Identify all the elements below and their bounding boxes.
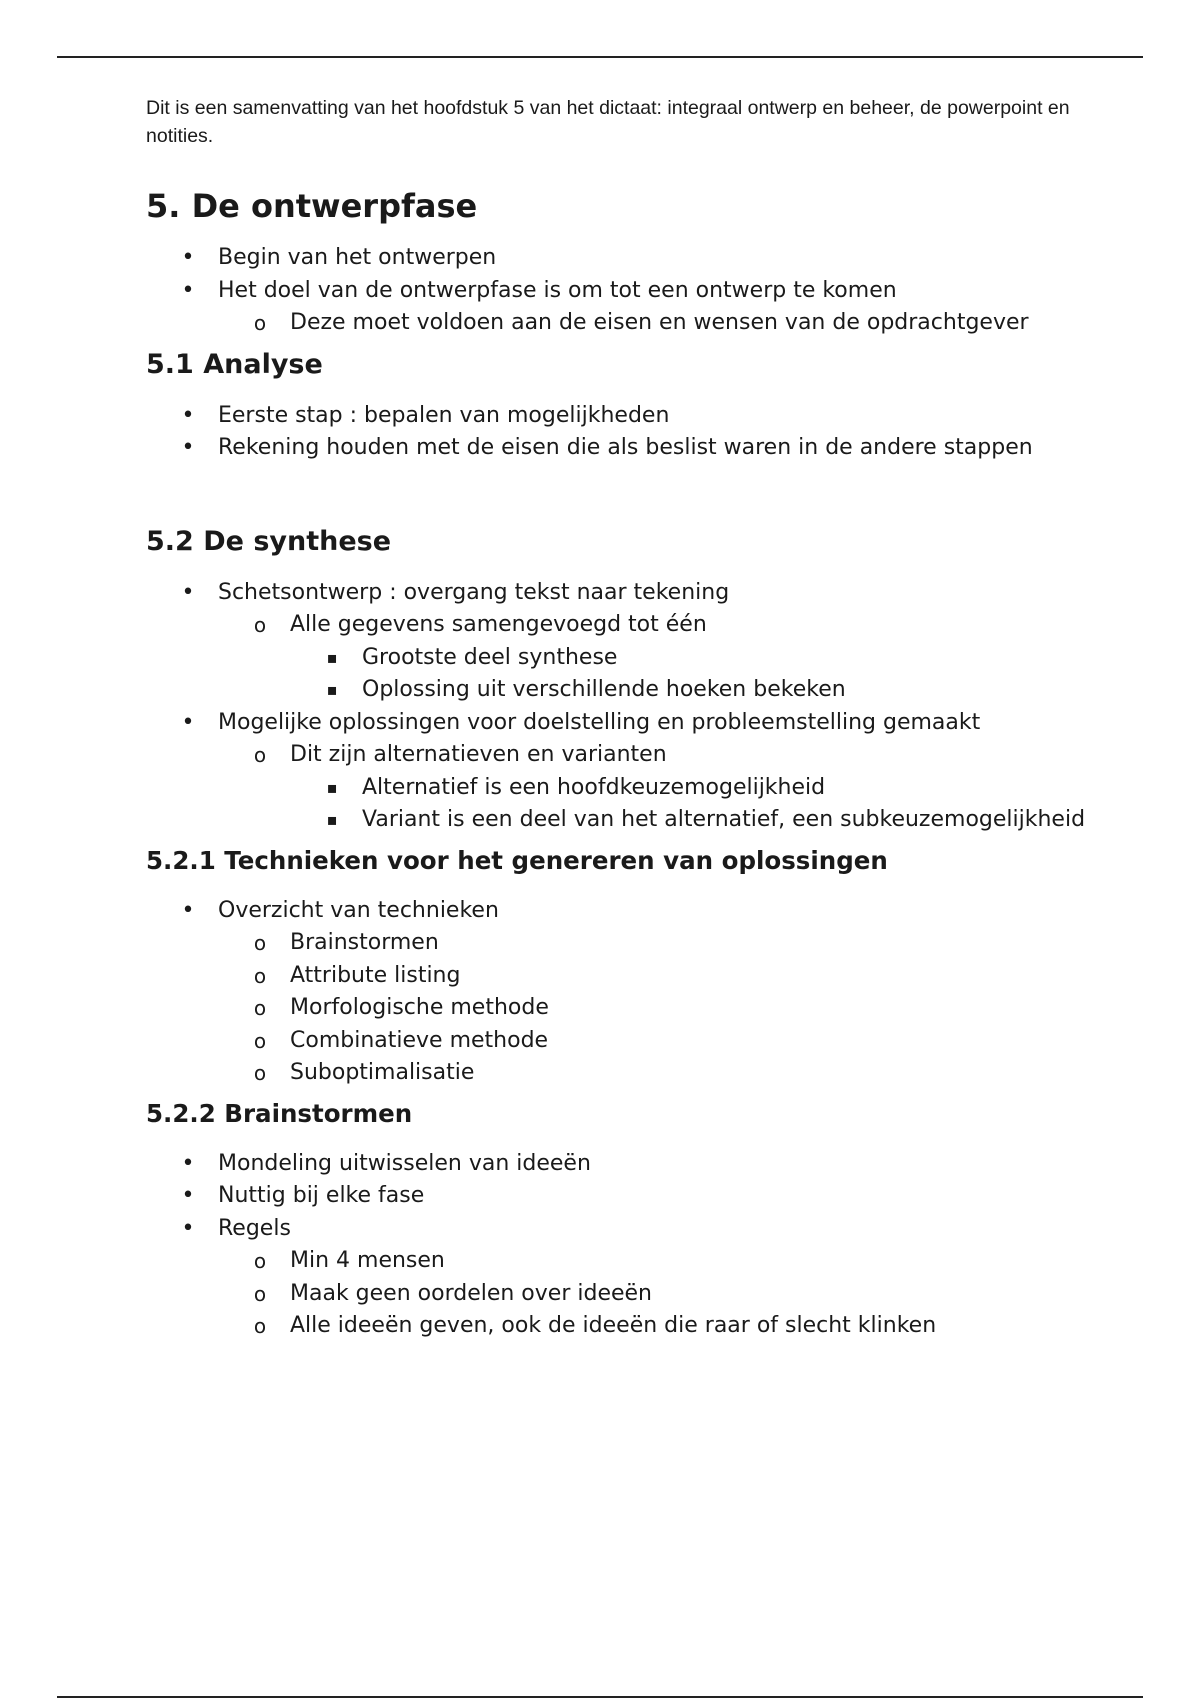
bullet-disc-icon: • — [181, 709, 195, 735]
list-item: • Begin van het ontwerpen — [146, 242, 1086, 275]
section-5-2-1-list — [146, 895, 1086, 1090]
bullet-disc-icon: • — [181, 897, 195, 923]
list-item: o Maak geen oordelen over ideeën — [146, 1278, 1086, 1311]
list-item: • Het doel van de ontwerpfase is om tot een ontwerp te komen — [146, 275, 1086, 308]
bullet-disc-icon: • — [181, 435, 195, 460]
bullet-disc-icon: • — [181, 402, 195, 428]
section-5-2-2-list — [146, 1148, 1086, 1343]
bullet-circle-icon: o — [253, 963, 267, 988]
bullet-circle-icon: o — [253, 613, 267, 637]
section-heading-5-2-1: 5.2.1 Technieken voor het genereren van oplossingen — [146, 845, 888, 875]
bullet-disc-icon: • — [181, 245, 195, 270]
bullet-circle-icon: o — [253, 1249, 267, 1273]
section-5-1-list — [146, 400, 1086, 465]
intro-text: Dit is een samenvatting van het hoofdstuk 5 van het dictaat: integraal ontwerp en beheer, de powerpoint en notities. — [146, 97, 1070, 147]
list-item: o Min 4 mensen — [146, 1245, 1086, 1278]
bullet-disc-icon: • — [181, 1150, 195, 1176]
bullet-square-icon: ▪ — [326, 777, 338, 797]
list-item: o Combinatieve methode — [146, 1025, 1086, 1058]
section-heading-5: 5. De ontwerpfase — [146, 187, 478, 225]
list-item: • Rekening houden met de eisen die als beslist waren in de andere stappen — [146, 432, 1086, 465]
bullet-square-icon: ▪ — [326, 680, 338, 699]
bullet-circle-icon: o — [253, 931, 267, 955]
list-item: o Brainstormen — [146, 927, 1086, 960]
list-item: o Alle gegevens samengevoegd tot één — [146, 609, 1086, 642]
list-item: o Attribute listing — [146, 960, 1086, 993]
bullet-circle-icon: o — [253, 311, 267, 335]
document-body — [146, 94, 1086, 1343]
bullet-circle-icon: o — [253, 996, 267, 1020]
bottom-rule — [57, 1696, 1143, 1698]
section-5-2-list — [146, 577, 1086, 837]
list-item: o Dit zijn alternatieven en varianten — [146, 739, 1086, 772]
list-item: • Mogelijke oplossingen voor doelstelling en probleemstelling gemaakt — [146, 707, 1086, 740]
list-item: o Morfologische methode — [146, 992, 1086, 1025]
bullet-circle-icon: o — [253, 1061, 267, 1085]
list-item: o Alle ideeën geven, ook de ideeën die raar of slecht klinken — [146, 1310, 1086, 1343]
bullet-disc-icon: • — [181, 1215, 195, 1241]
section-heading-5-1: 5.1 Analyse — [146, 348, 323, 380]
list-item: • Nuttig bij elke fase — [146, 1180, 1086, 1213]
section-heading-5-2: 5.2 De synthese — [146, 525, 392, 557]
list-item: • Eerste stap : bepalen van mogelijkheden — [146, 400, 1086, 433]
bullet-circle-icon: o — [253, 1028, 267, 1053]
bullet-square-icon: ▪ — [326, 810, 338, 829]
list-item: o Deze moet voldoen aan de eisen en wensen van de opdrachtgever — [146, 307, 1086, 340]
bullet-circle-icon: o — [253, 1281, 267, 1306]
bullet-circle-icon: o — [253, 743, 267, 767]
list-item: ▪ Grootste deel synthese — [146, 642, 1086, 675]
list-item: • Mondeling uitwisselen van ideeën — [146, 1148, 1086, 1181]
section-heading-5-2-2: 5.2.2 Brainstormen — [146, 1098, 413, 1128]
bullet-circle-icon: o — [253, 1314, 267, 1338]
top-rule — [57, 56, 1143, 58]
section-5-list — [146, 242, 1086, 340]
list-item: • Regels — [146, 1213, 1086, 1246]
list-item: • Schetsontwerp : overgang tekst naar tekening — [146, 577, 1086, 610]
list-item: • Overzicht van technieken — [146, 895, 1086, 928]
list-item: ▪ Variant is een deel van het alternatief, een subkeuzemogelijkheid — [146, 804, 1086, 837]
list-item: o Suboptimalisatie — [146, 1057, 1086, 1090]
list-item: ▪ Alternatief is een hoofdkeuzemogelijkheid — [146, 772, 1086, 805]
list-item: ▪ Oplossing uit verschillende hoeken bekeken — [146, 674, 1086, 707]
bullet-disc-icon: • — [181, 277, 195, 303]
bullet-disc-icon: • — [181, 579, 195, 605]
bullet-disc-icon: • — [181, 1183, 195, 1208]
bullet-square-icon: ▪ — [326, 647, 338, 667]
